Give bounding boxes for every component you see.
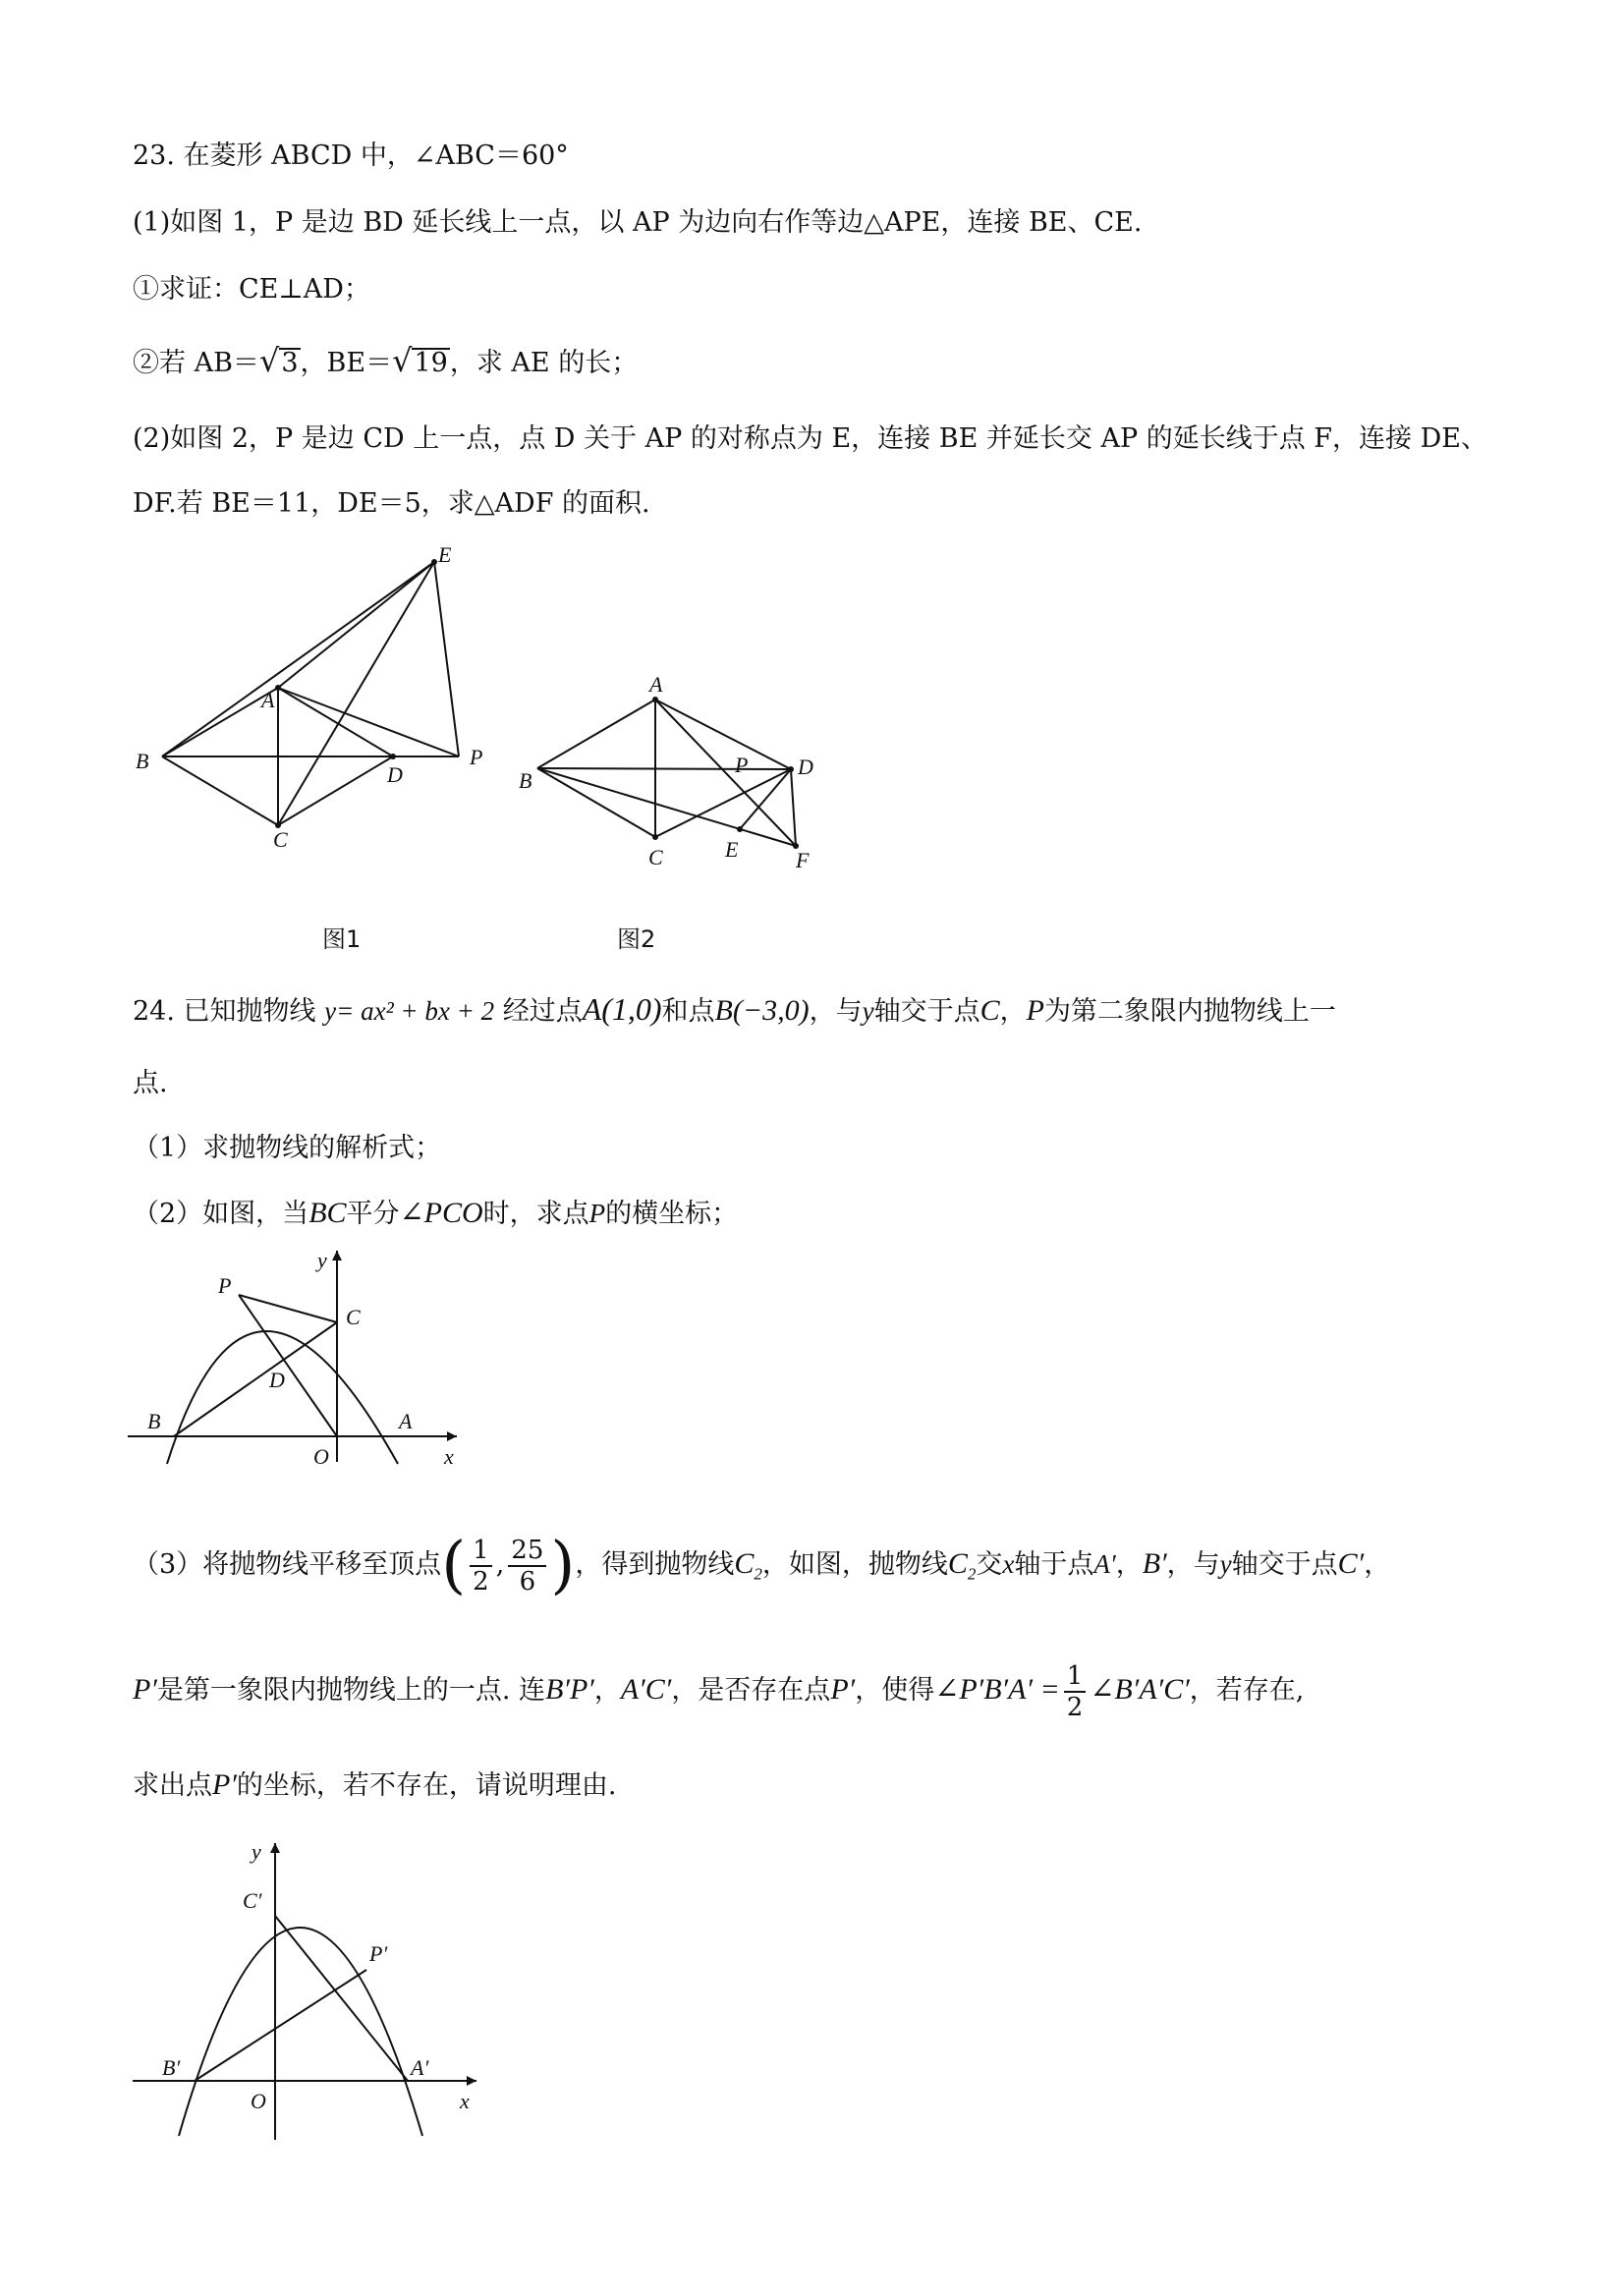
point-B: B(−3,0): [714, 994, 810, 1027]
figure-1: [128, 540, 521, 855]
left-paren-icon: (: [441, 1529, 467, 1602]
fraction-one-half: [470, 1536, 492, 1596]
q23-part1-b-text2: ，BE＝: [300, 348, 393, 378]
fig3-label-y: y: [317, 1248, 327, 1272]
q23-part2-line2: DF.若 BE＝11，DE＝5，求△ADF 的面积.: [133, 488, 650, 519]
figure-1-caption: 图1: [322, 925, 362, 953]
point-P-prime: P′: [830, 1673, 856, 1706]
segment-AC-prime: A′C′: [620, 1673, 672, 1706]
fig2-label-D: D: [798, 755, 813, 779]
q23-part2-line1: (2)如图 2，P 是边 CD 上一点，点 D 关于 AP 的对称点为 E，连接 BE 并延长交 AP 的延长线于点 F，连接 DE、: [133, 423, 1487, 454]
fig3-label-P: P: [218, 1273, 232, 1298]
fig3-label-A: A: [399, 1409, 413, 1433]
fraction-numerator: 1: [1064, 1661, 1087, 1693]
fig1-label-A: A: [261, 688, 275, 712]
point-P: P: [1026, 994, 1044, 1027]
q24-part3-text16: 的坐标，若不存在，请说明理由.: [236, 1770, 617, 1801]
figure-4: [128, 1835, 501, 2150]
q23-part1-b: [133, 344, 638, 380]
q24-part3-text3: ，如图，抛物线: [761, 1549, 948, 1580]
q24-part3-line3: [133, 1768, 616, 1803]
eq-y: y: [324, 996, 337, 1026]
angle-BAC-prime: ∠B′A′C′: [1090, 1673, 1190, 1706]
curve-C2-subscript: 2: [967, 1564, 977, 1584]
point-P: P: [588, 1199, 606, 1228]
point-P-prime: P′: [133, 1673, 157, 1706]
q23-heading: 23. 在菱形 ABCD 中，∠ABC＝60°: [133, 140, 569, 171]
fraction-denominator: 2: [1066, 1692, 1084, 1722]
fig4-label-B-prime: B′: [162, 2055, 181, 2080]
q24-part3-text14: ，若存在,: [1189, 1675, 1305, 1706]
fig4-label-A-prime: A′: [411, 2055, 429, 2080]
fraction-numerator: 1: [470, 1536, 492, 1567]
q23-part1-b-text3: ，求 AE 的长；: [449, 348, 639, 378]
q24-part3-text4: 交: [976, 1549, 1003, 1580]
sqrt-radicand-3: 3: [281, 348, 299, 378]
comma: ,: [495, 1549, 505, 1580]
q24-part3-text6: ，: [1115, 1549, 1143, 1580]
q24-part3-text12: ，是否存在点: [671, 1675, 831, 1706]
curve-C2: C: [734, 1547, 755, 1580]
q24-part2: [133, 1197, 738, 1231]
q24-part2-text1: （2）如图，当: [133, 1199, 309, 1229]
point-C: C: [979, 994, 1000, 1027]
q24-heading-text1: 24. 已知抛物线: [133, 996, 316, 1027]
fig1-label-C: C: [273, 827, 288, 852]
fig3-label-C: C: [346, 1305, 361, 1329]
fig3-label-O: O: [313, 1444, 329, 1469]
sqrt-radicand-19: 19: [414, 348, 448, 378]
curve-C2-subscript: 2: [754, 1564, 762, 1584]
angle-PBA-prime: ∠P′B′A′ =: [934, 1673, 1060, 1706]
q24-part3-text10: 是第一象限内抛物线上的一点. 连: [156, 1675, 546, 1706]
q24-heading-text7: 为第二象限内抛物线上一: [1043, 996, 1336, 1027]
q24-heading-text3: 和点: [661, 996, 715, 1027]
fig3-label-D: D: [269, 1368, 285, 1392]
y-axis-symbol: y: [862, 996, 874, 1026]
q24-part3-text13: ，使得: [855, 1675, 935, 1706]
fig1-label-D: D: [387, 762, 403, 787]
sqrt-icon: √: [258, 342, 280, 379]
q23-part1-a: ①求证：CE⊥AD；: [133, 274, 370, 305]
right-paren-icon: ): [550, 1529, 576, 1602]
point-C-prime: C′: [1337, 1547, 1365, 1580]
fig4-label-O: O: [251, 2089, 266, 2113]
fig2-label-F: F: [796, 848, 810, 872]
q24-part1: （1）求抛物线的解析式；: [133, 1133, 442, 1163]
fig2-label-E: E: [725, 837, 739, 862]
fig3-label-x: x: [444, 1444, 454, 1469]
fraction-denominator: 6: [519, 1566, 536, 1596]
fraction-one-half: [1064, 1661, 1087, 1722]
q24-heading-line2: 点.: [133, 1068, 168, 1098]
fig1-label-E: E: [438, 542, 452, 567]
sqrt-icon: √: [392, 342, 413, 379]
q24-heading: [133, 992, 1336, 1029]
fraction-denominator: 2: [473, 1566, 489, 1596]
q23-part1-b-text1: ②若 AB＝: [133, 348, 259, 378]
curve-C2: C: [947, 1547, 968, 1580]
fraction-numerator: 25: [508, 1536, 546, 1567]
q24-heading-text5: 轴交于点: [873, 996, 980, 1027]
fig2-label-A: A: [649, 672, 663, 697]
x-axis-symbol: x: [1002, 1549, 1015, 1579]
fraction-25-6: [508, 1536, 546, 1596]
figure-3: [128, 1246, 501, 1482]
y-axis-symbol: y: [1219, 1549, 1232, 1579]
point-A-prime: A′: [1093, 1549, 1116, 1579]
q24-part3-line1: [133, 1529, 1391, 1605]
q24-part2-text2: 平分: [346, 1199, 400, 1229]
q24-heading-text4: ，与: [809, 996, 863, 1027]
q23-part1: (1)如图 1，P 是边 BD 延长线上一点，以 AP 为边向右作等边△APE，连接 BE、CE.: [133, 207, 1143, 238]
point-A: A(1,0): [582, 991, 662, 1027]
q24-part2-text4: 的横坐标；: [605, 1199, 739, 1229]
segment-BC: BC: [308, 1197, 347, 1229]
point-B-prime: B′: [1142, 1547, 1167, 1580]
q24-part3-text1: （3）将抛物线平移至顶点: [133, 1549, 442, 1580]
q24-part3-text15: 求出点: [133, 1770, 212, 1801]
fig2-label-B: B: [519, 768, 532, 793]
q24-part3-line2: [133, 1658, 1304, 1722]
fig4-label-x: x: [460, 2089, 470, 2113]
fig1-label-P: P: [470, 745, 483, 769]
segment-BP-prime: B′P′: [545, 1673, 594, 1706]
fig4-label-P-prime: P′: [369, 1941, 388, 1966]
q24-part3-text8: 轴交于点: [1231, 1549, 1338, 1580]
fig3-label-B: B: [147, 1409, 161, 1433]
fig1-label-B: B: [136, 749, 149, 773]
fig2-label-P: P: [735, 753, 749, 777]
figure-2-caption: 图2: [617, 925, 656, 953]
q24-heading-text6: ，: [999, 996, 1027, 1027]
eq-parabola: = ax² + bx + 2: [336, 996, 495, 1026]
q24-part3-text11: ，: [593, 1675, 621, 1706]
q24-heading-text2: 经过点: [502, 996, 583, 1027]
q24-part2-text3: 时，求点: [482, 1199, 589, 1229]
figure-2: [511, 668, 845, 904]
q24-part3-text5: 轴于点: [1014, 1549, 1094, 1580]
point-P-prime: P′: [212, 1768, 237, 1801]
q24-part3-text2: ，得到抛物线: [575, 1549, 735, 1580]
angle-PCO: ∠PCO: [399, 1197, 483, 1229]
fig4-label-C-prime: C′: [243, 1888, 262, 1913]
q24-part3-text7: ，与: [1166, 1549, 1220, 1580]
q24-part3-text9: ，: [1364, 1549, 1391, 1580]
fig4-label-y: y: [252, 1839, 261, 1864]
fig2-label-C: C: [648, 845, 663, 869]
